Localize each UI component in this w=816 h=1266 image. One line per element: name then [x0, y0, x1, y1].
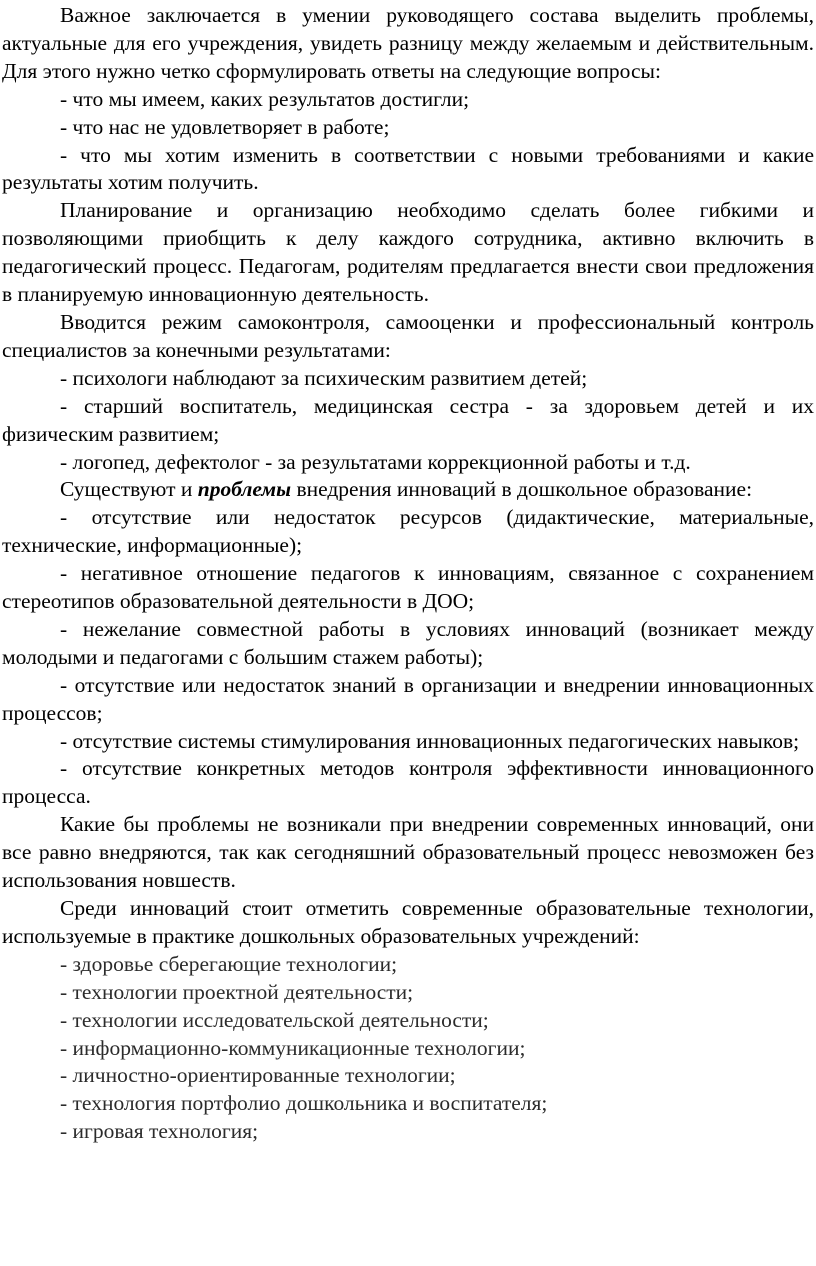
paragraph-implementation: Какие бы проблемы не возникали при внедрении современных инноваций, они все равно внедряются, так как сегодняшний образовательный процесс невозможен без использования новшеств. [2, 812, 814, 893]
question-item-1: - что мы имеем, каких результатов достигли; [60, 86, 470, 111]
problem-item-2: - негативное отношение педагогов к инновациям, связанное с сохранением стереотипов образовательной деятельности в ДОО; [2, 561, 814, 614]
question-item-2: - что нас не удовлетворяет в работе; [60, 114, 390, 139]
problem-item-1: - отсутствие или недостаток ресурсов (дидактические, материальные, технические, информационные); [2, 505, 814, 558]
problem-item-5: - отсутствие системы стимулирования инновационных педагогических навыков; [60, 728, 800, 753]
technology-item-5: - личностно-ориентированные технологии; [60, 1063, 456, 1088]
paragraph-problems-intro [2, 476, 814, 504]
technology-item-4: - информационно-коммуникационные технологии; [60, 1035, 526, 1060]
problem-item-4: - отсутствие или недостаток знаний в организации и внедрении инновационных процессов; [2, 672, 814, 725]
question-item-3: - что мы хотим изменить в соответствии с новыми требованиями и какие результаты хотим получить. [2, 142, 814, 195]
control-item-1: - психологи наблюдают за психическим развитием детей; [60, 365, 588, 390]
problem-item-6: - отсутствие конкретных методов контроля эффективности инновационного процесса. [2, 756, 814, 809]
problem-item-3: - нежелание совместной работы в условиях инноваций (возникает между молодыми и педагогами с большим стажем работы); [2, 616, 814, 669]
technology-item-7: - игровая технология; [60, 1119, 259, 1144]
control-item-3: - логопед, дефектолог - за результатами коррекционной работы и т.д. [60, 449, 691, 474]
problems-emphasis: проблемы [197, 477, 292, 502]
paragraph-intro: Важное заключается в умении руководящего состава выделить проблемы, актуальные для его учреждения, увидеть разницу между желаемым и действительным. Для этого нужно четко сформулировать ответы на следующие вопросы: [2, 3, 814, 83]
paragraph-planning: Планирование и организацию необходимо сделать более гибкими и позволяющими приобщить к делу каждого сотрудника, активно включить в педагогический процесс. Педагогам, родителям предлагается внести свои предложения в планируемую инновационную деятельность. [2, 198, 814, 307]
paragraph-self-control: Вводится режим самоконтроля, самооценки и профессиональный контроль специалистов за конечными результатами: [2, 309, 814, 362]
technology-item-6: - технология портфолио дошкольника и воспитателя; [60, 1091, 548, 1116]
technology-item-2: - технологии проектной деятельности; [60, 979, 414, 1004]
problems-intro-after: внедрения инноваций в дошкольное образование: [291, 477, 753, 502]
control-item-2: - старший воспитатель, медицинская сестра - за здоровьем детей и их физическим развитием; [2, 393, 814, 446]
paragraph-technologies-intro: Среди инноваций стоит отметить современные образовательные технологии, используемые в практике дошкольных образовательных учреждений: [2, 896, 814, 948]
technology-item-3: - технологии исследовательской деятельности; [60, 1007, 489, 1032]
problems-intro-before: Существуют и [60, 477, 198, 502]
technology-item-1: - здоровье сберегающие технологии; [60, 951, 398, 976]
